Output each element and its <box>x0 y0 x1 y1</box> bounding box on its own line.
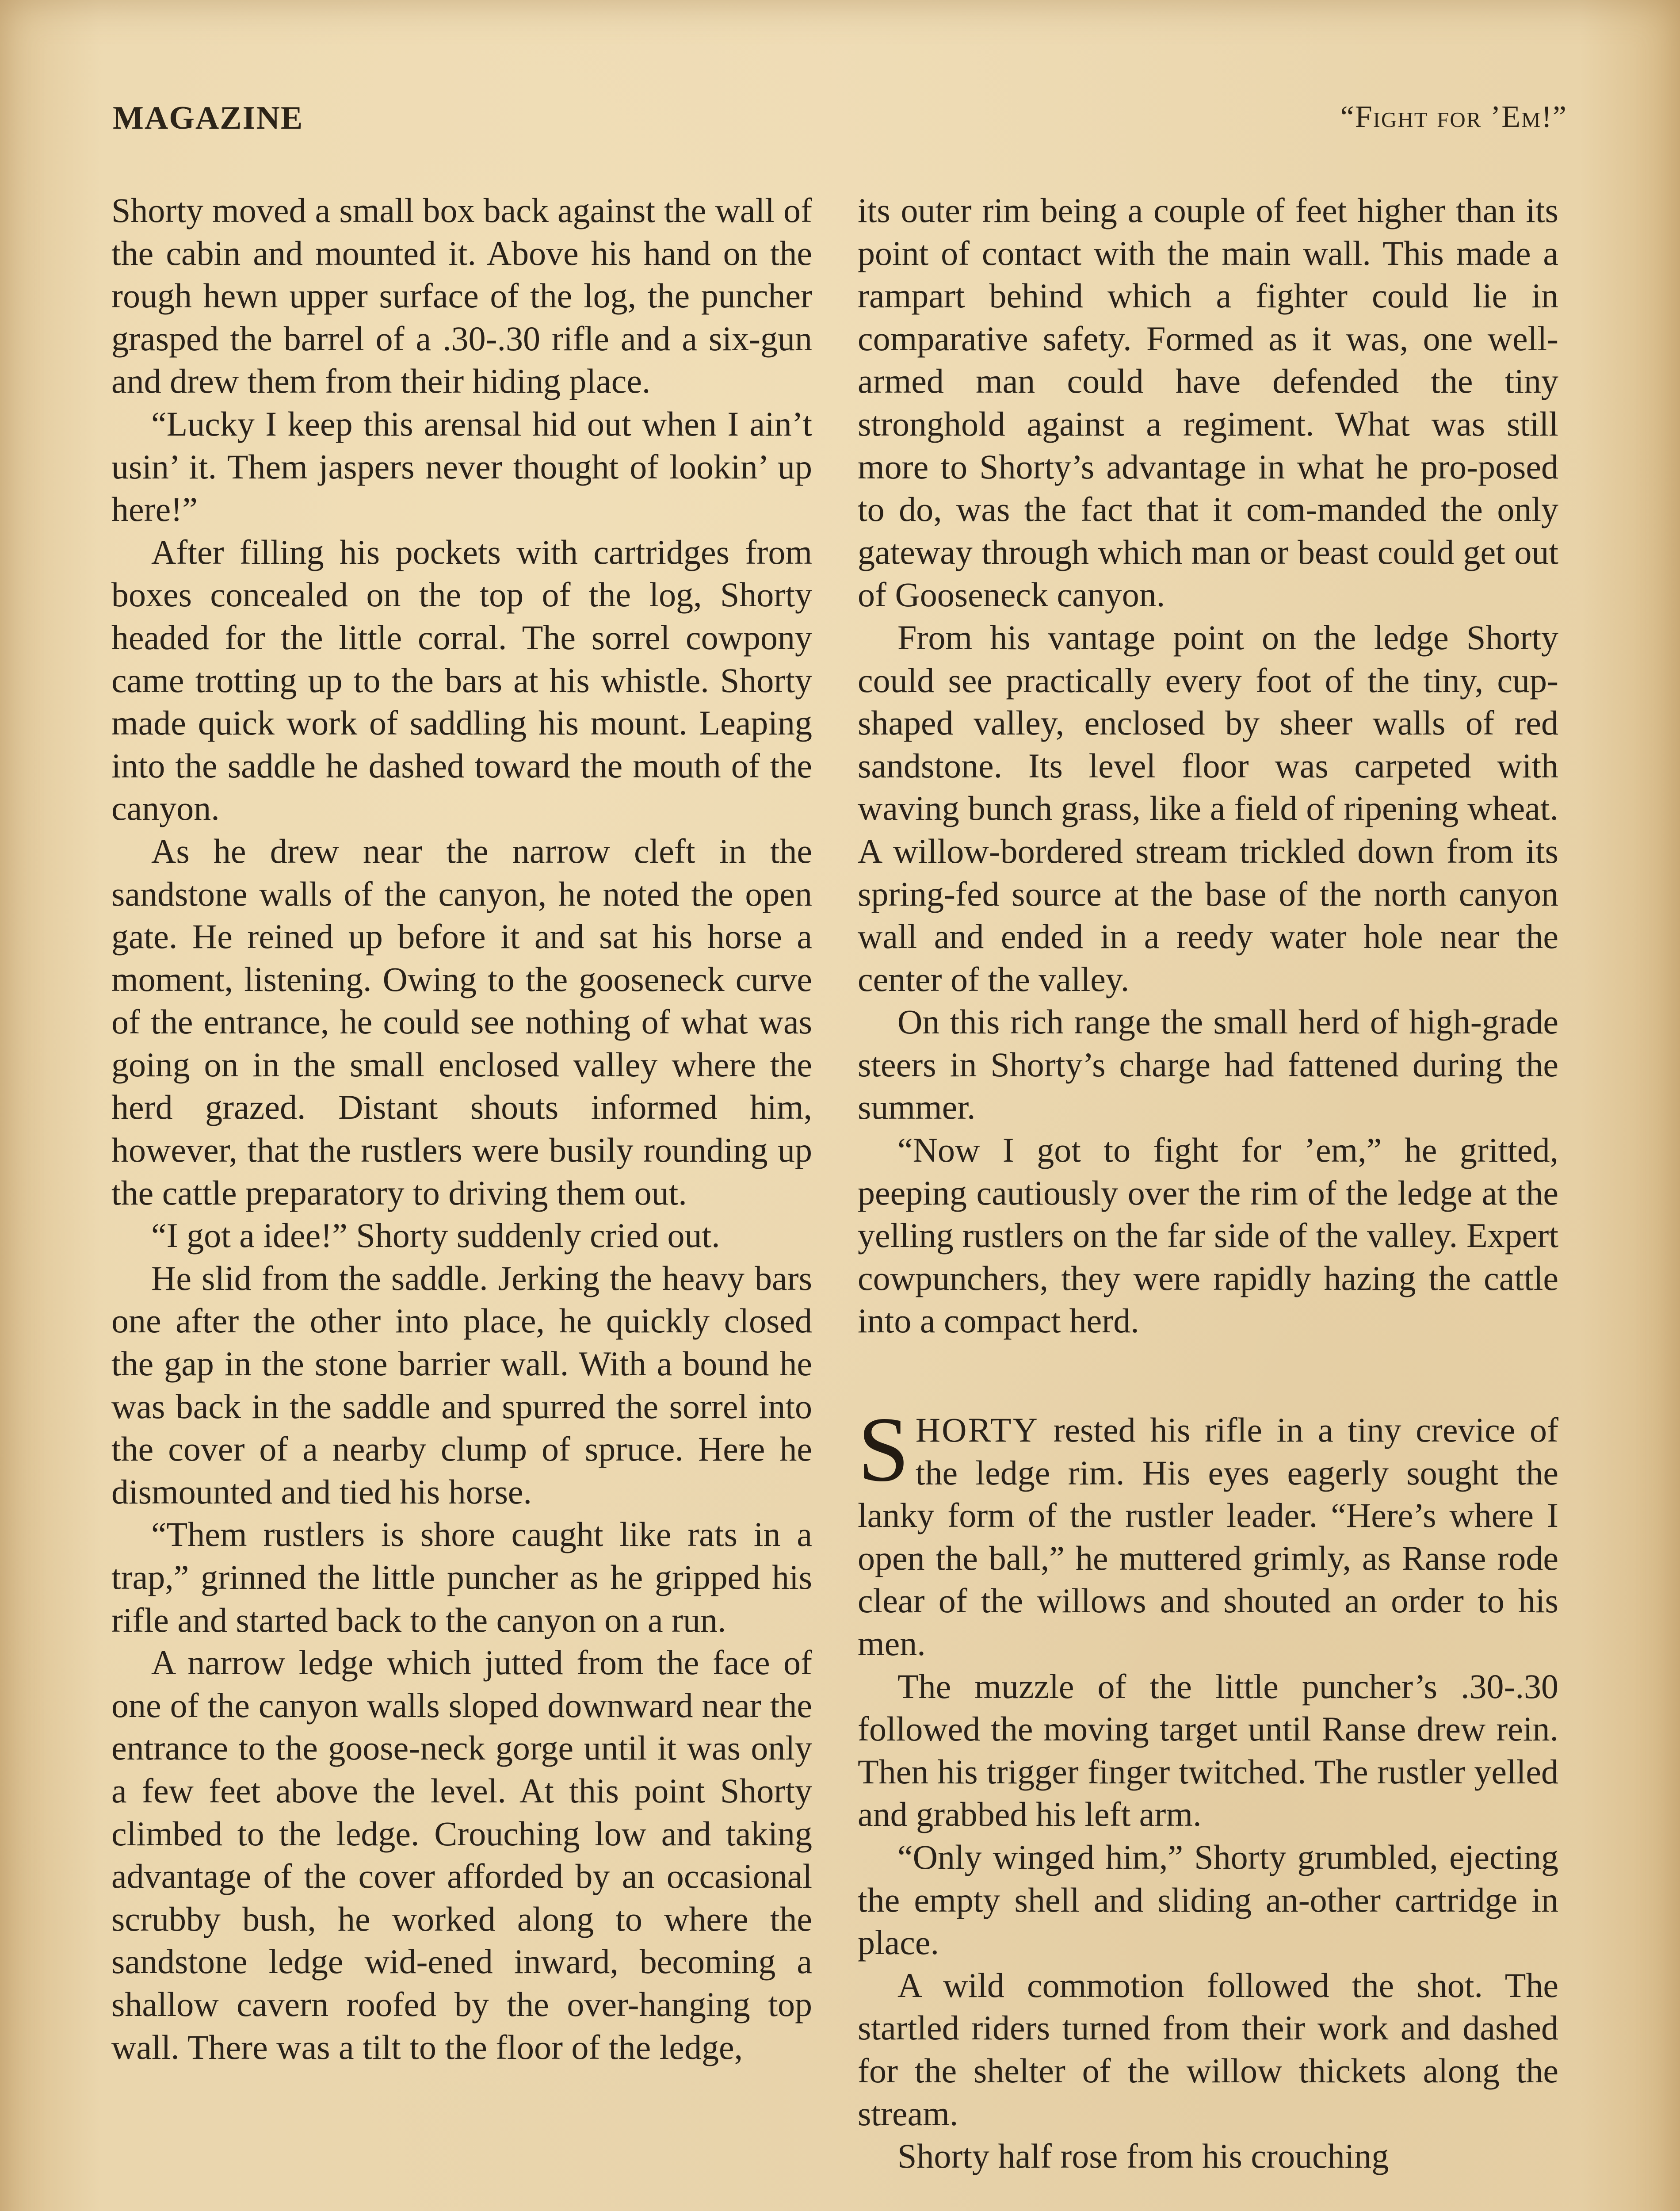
paragraph-text: rested his rifle in a tiny crevice of the ledge rim. His eyes eagerly sought the lanky form of the rustler leader. “Here’s where I open the ball,” he muttered grimly, as Ranse rode clear of the willows and shouted an order to his men. <box>858 1411 1558 1663</box>
paragraph: Shorty half rose from his crouching <box>897 2137 1389 2176</box>
paragraph: “Only winged him,” Shorty grumbled, ejecting the empty shell and sliding an-other cartridge in place. <box>858 1837 1558 1962</box>
paragraph: Shorty moved a small box back against the wall of the cabin and mounted it. Above his hand on the rough hewn upper surface of the log, the puncher grasped the barrel of a .30-.30 rifle and a six-gun and drew them from their hiding place. <box>111 191 812 401</box>
paragraph: As he drew near the narrow cleft in the sandstone walls of the canyon, he noted the open gate. He reined up before it and sat his horse a moment, listening. Owing to the gooseneck curve of the entrance, he could see nothing of what was going on in the small enclosed valley where the herd grazed. Distant shouts informed him, however, that the rustlers were busily rounding up the cattle preparatory to driving them out. <box>111 831 812 1212</box>
paragraph: “Them rustlers is shore caught like rats in a trap,” grinned the little puncher as he gripped his rifle and started back to the canyon on a run. <box>111 1515 812 1639</box>
drop-cap-word-rest: HORTY <box>915 1411 1039 1450</box>
paragraph: After filling his pockets with cartridges from boxes concealed on the top of the log, Shorty headed for the little corral. The sorrel cowpony came trotting up to the bars at his whistle. Shorty made quick work of saddling his mount. Leaping into the saddle he dashed toward the mouth of the canyon. <box>111 532 812 828</box>
paragraph: He slid from the saddle. Jerking the heavy bars one after the other into place, he quickly closed the gap in the stone barrier wall. With a bound he was back in the saddle and spurred the sorrel into the cover of a nearby clump of spruce. Here he dismounted and tied his horse. <box>111 1259 812 1511</box>
paragraph: A wild commotion followed the shot. The startled riders turned from their work and dashed for the shelter of the willow thickets along the stream. <box>858 1966 1558 2133</box>
paragraph: its outer rim being a couple of feet higher than its point of contact with the main wall. This made a rampart behind which a fighter could lie in comparative safety. Formed as it was, one well-armed man could have defended the tiny stronghold against a regiment. What was still more to Shorty’s advantage in what he pro-posed to do, was the fact that it com-manded the only gateway through which man or beast could get out of Gooseneck canyon. <box>858 191 1558 614</box>
running-head-right: “Fight for ’Em!” <box>1340 100 1567 134</box>
right-column <box>858 189 1558 2178</box>
paragraph: “Now I got to fight for ’em,” he gritted, peeping cautiously over the rim of the ledge at the yelling rustlers on the far side of the valley. Expert cowpunchers, they were rapidly hazing the cattle into a compact herd. <box>858 1131 1558 1340</box>
running-head-left: MAGAZINE <box>113 100 304 136</box>
drop-cap: S <box>858 1398 909 1501</box>
paragraph: The muzzle of the little puncher’s .30-.30 followed the moving target until Ranse drew rein. Then his trigger finger twitched. The rustler yelled and grabbed his left arm. <box>858 1667 1558 1834</box>
left-column <box>111 189 812 2069</box>
paragraph: From his vantage point on the ledge Shorty could see practically every foot of the tiny, cup-shaped valley, enclosed by sheer walls of red sandstone. Its level floor was carpeted with waving bunch grass, like a field of ripening wheat. A willow-bordered stream trickled down from its spring-fed source at the base of the north canyon wall and ended in a reedy water hole near the center of the valley. <box>858 618 1558 998</box>
section-opening-paragraph <box>858 1398 1558 1665</box>
paragraph: A narrow ledge which jutted from the face of one of the canyon walls sloped downward near the entrance to the goose-neck gorge until it was only a few feet above the level. At this point Shorty climbed to the ledge. Crouching low and taking advantage of the cover afforded by an occasional scrubby bush, he worked along to where the sandstone ledge wid-ened inward, becoming a shallow cavern roofed by the over-hanging top wall. There was a tilt to the floor of the ledge, <box>111 1643 812 2066</box>
paragraph: “Lucky I keep this arensal hid out when I ain’t usin’ it. Them jaspers never thought of lookin’ up here!” <box>111 404 812 529</box>
paragraph: On this rich range the small herd of high-grade steers in Shorty’s charge had fattened during the summer. <box>858 1002 1558 1127</box>
running-head <box>113 99 1567 144</box>
section-break <box>858 1343 1558 1409</box>
paragraph: “I got a idee!” Shorty suddenly cried out. <box>151 1216 720 1255</box>
